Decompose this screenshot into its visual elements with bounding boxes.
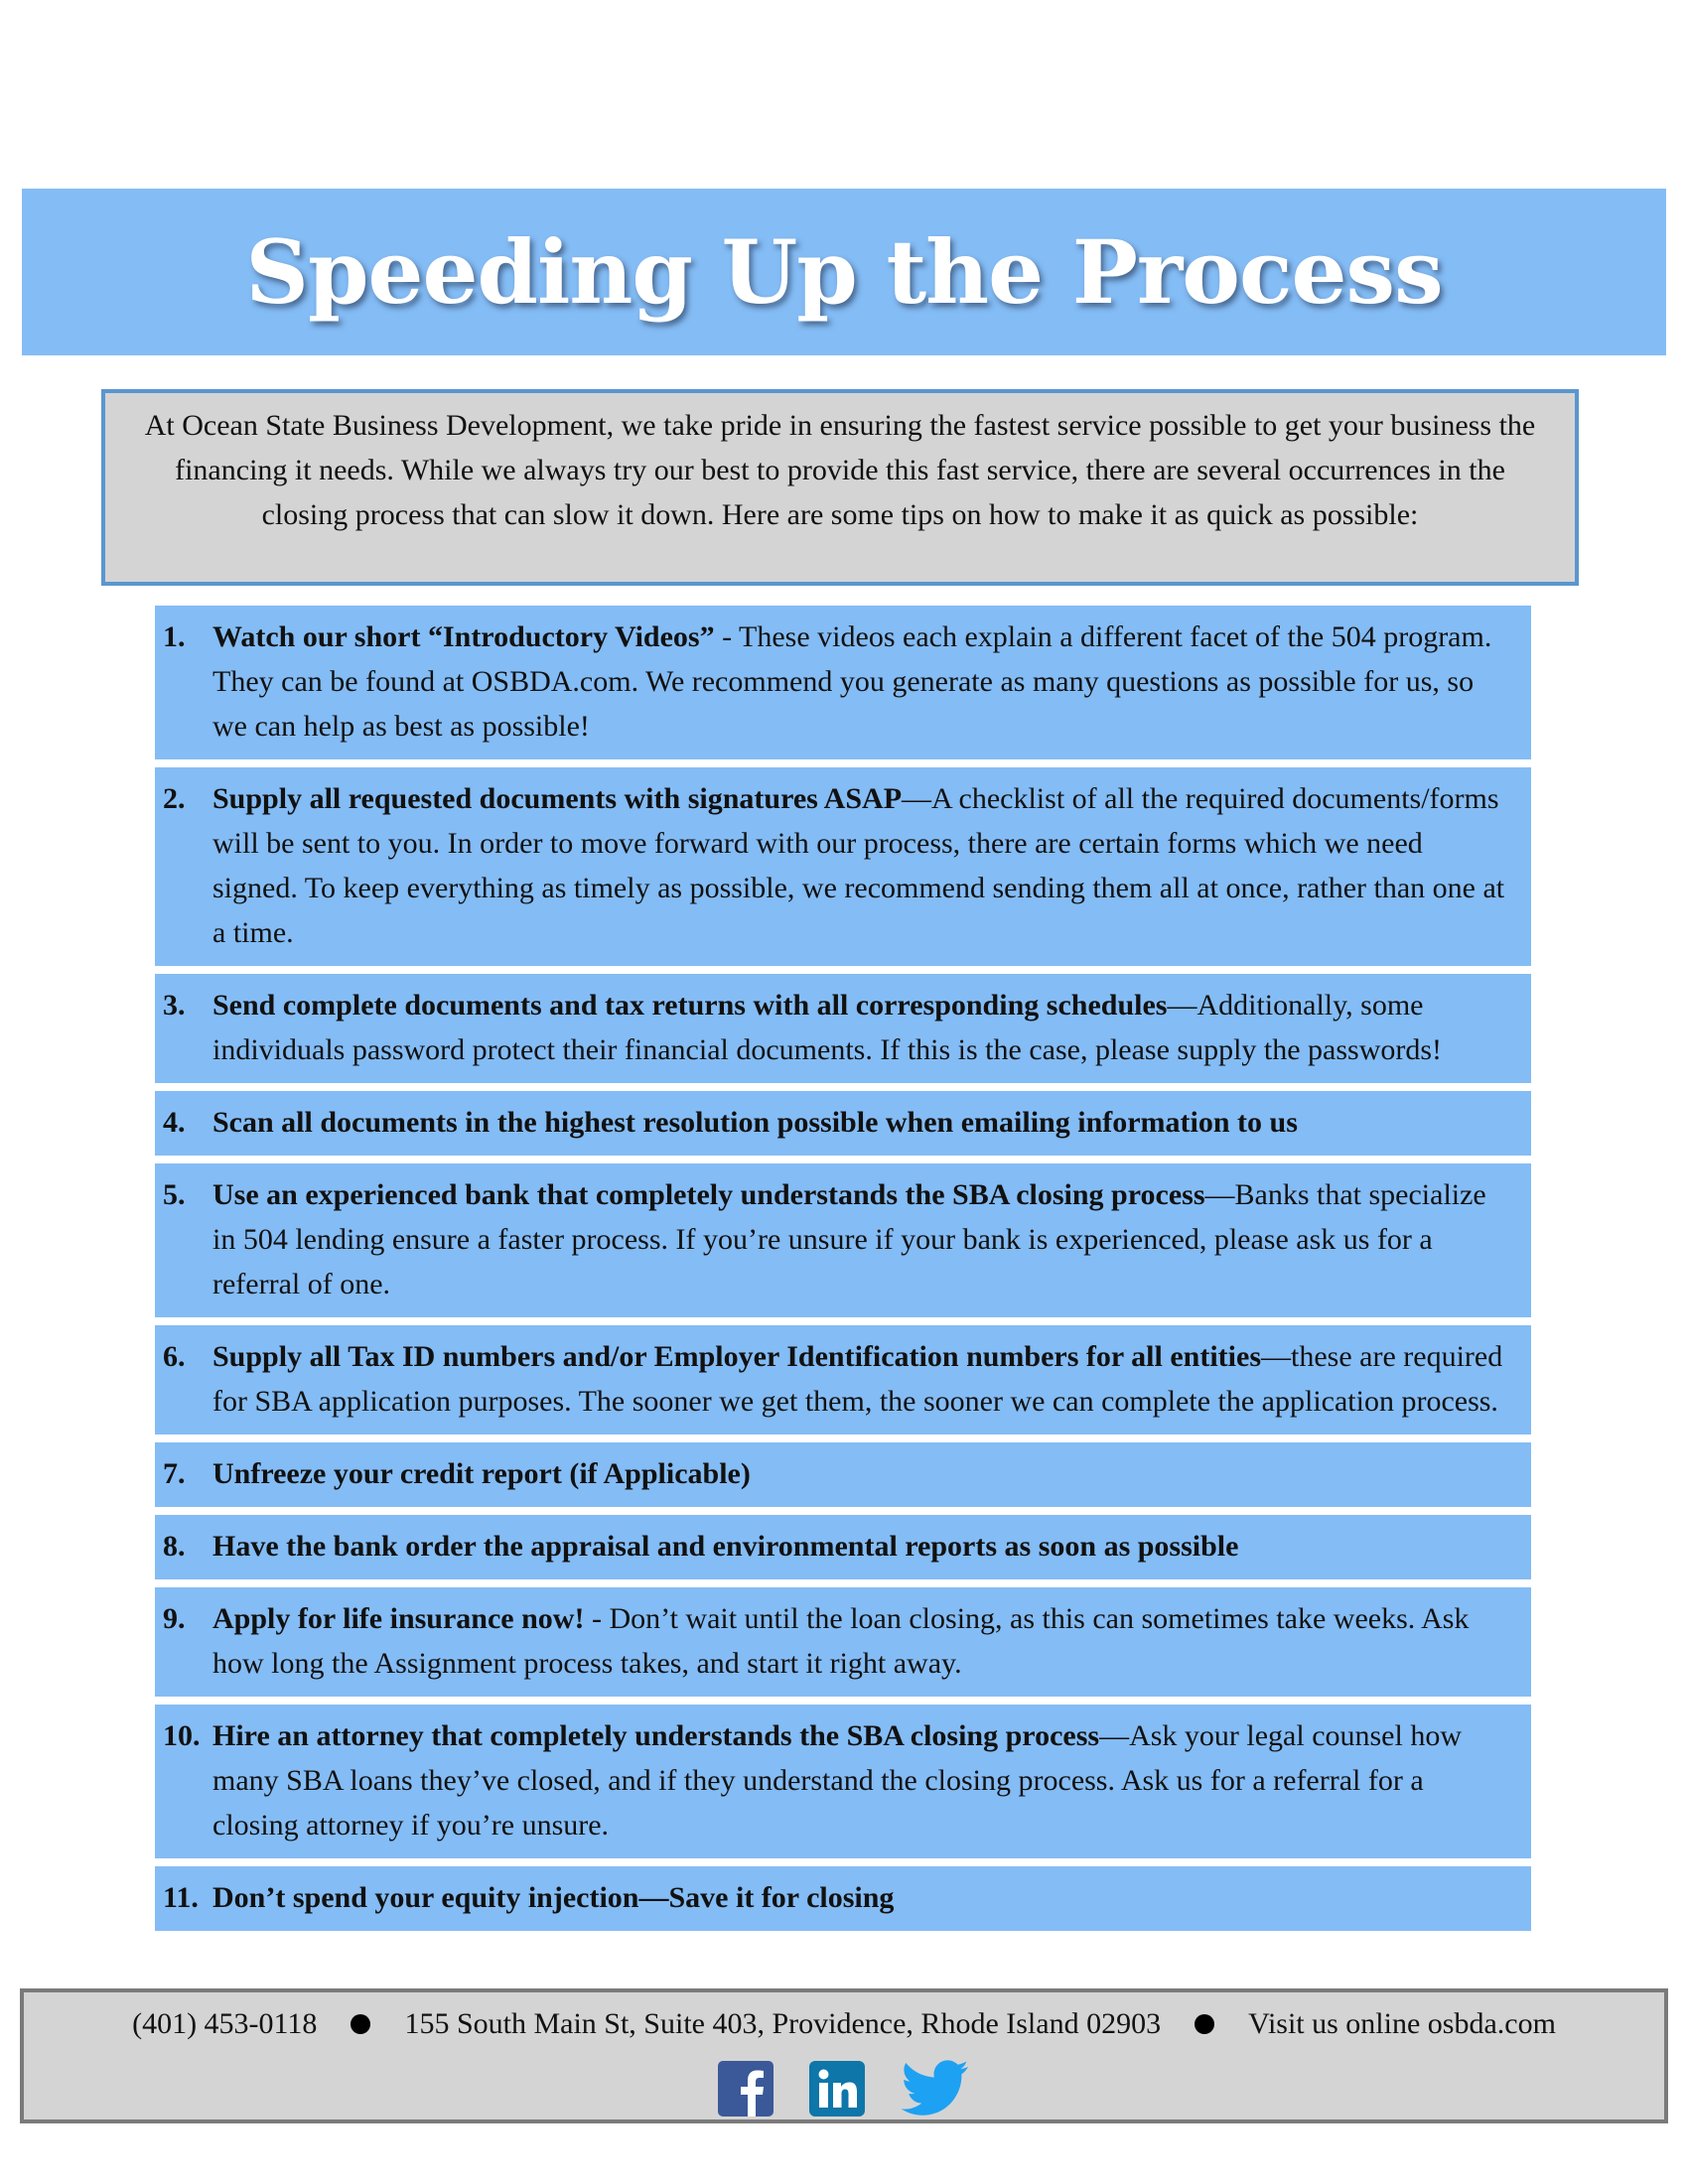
title-banner (22, 189, 1666, 355)
page-title: Speeding Up the Process (245, 220, 1443, 324)
tip-heading: Use an experienced bank that completely understands the SBA closing process (212, 1178, 1205, 1211)
tip-item (155, 606, 1531, 759)
tip-item (155, 1325, 1531, 1434)
tip-item (155, 1705, 1531, 1858)
linkedin-icon[interactable] (809, 2061, 865, 2116)
tip-heading: Watch our short “Introductory Videos” (212, 620, 715, 653)
tip-heading: Don’t spend your equity injection—Save it for closing (212, 1881, 895, 1914)
tip-item (155, 1091, 1531, 1156)
tip-number: 10. (163, 1719, 201, 1752)
tips-list (155, 606, 1531, 1939)
twitter-icon[interactable] (901, 2060, 970, 2117)
tip-item (155, 1515, 1531, 1579)
tip-number: 4. (163, 1106, 186, 1139)
tip-item (155, 1587, 1531, 1697)
tip-body: - These videos each explain a different facet of the 504 program. They can be found at OSBDA.com. We recommend you generate as many questions as possible for us, so we can help as best as possible! (212, 620, 1492, 743)
facebook-icon[interactable] (718, 2061, 774, 2116)
tip-heading: Hire an attorney that completely understands the SBA closing process (212, 1719, 1100, 1752)
tip-item (155, 974, 1531, 1083)
tip-item (155, 1866, 1531, 1931)
tip-number: 9. (163, 1602, 186, 1635)
tip-heading: Scan all documents in the highest resolution possible when emailing information to us (212, 1106, 1298, 1139)
tip-heading: Apply for life insurance now! (212, 1602, 585, 1635)
tip-heading: Supply all requested documents with signatures ASAP (212, 782, 903, 815)
tip-number: 1. (163, 620, 186, 653)
intro-text: At Ocean State Business Development, we take pride in ensuring the fastest service possible to get your business the financing it needs. While we always try our best to provide this fast service, there are several occurrences in the closing process that can slow it down. Here are some tips on how to make it as quick as possible: (144, 409, 1536, 531)
tip-number: 2. (163, 782, 186, 815)
bullet-dot-icon (351, 2014, 370, 2034)
tip-number: 7. (163, 1457, 186, 1490)
tip-item (155, 767, 1531, 966)
tip-body: —Additionally, some individuals password protect their financial documents. If this is the case, please supply the passwords! (212, 989, 1443, 1066)
tip-number: 5. (163, 1178, 186, 1211)
footer-phone: (401) 453-0118 (132, 2007, 318, 2040)
tip-number: 3. (163, 989, 186, 1022)
tip-item (155, 1442, 1531, 1507)
tip-heading: Unfreeze your credit report (if Applicable) (212, 1457, 751, 1490)
intro-box (101, 389, 1579, 586)
tip-number: 6. (163, 1340, 186, 1373)
social-links (24, 2060, 1664, 2117)
tip-body: —these are required for SBA application purposes. The sooner we get them, the sooner we can complete the application process. (212, 1340, 1503, 1418)
footer-website[interactable]: Visit us online osbda.com (1248, 2007, 1556, 2040)
tip-item (155, 1163, 1531, 1317)
tip-number: 11. (163, 1881, 199, 1914)
tip-heading: Send complete documents and tax returns with all corresponding schedules (212, 989, 1168, 1022)
tip-heading: Have the bank order the appraisal and environmental reports as soon as possible (212, 1530, 1239, 1563)
footer-contact-line (24, 2002, 1664, 2046)
footer (20, 1988, 1668, 2123)
tip-number: 8. (163, 1530, 186, 1563)
tip-body: —A checklist of all the required documents/forms will be sent to you. In order to move forward with our process, there are certain forms which we need signed. To keep everything as timely as possible, we recommend sending them all at once, rather than one at a time. (212, 782, 1505, 949)
tip-body: —Banks that specialize in 504 lending ensure a faster process. If you’re unsure if your bank is experienced, please ask us for a referral of one. (212, 1178, 1486, 1300)
tip-body: —Ask your legal counsel how many SBA loans they’ve closed, and if they understand the closing process. Ask us for a referral for a closing attorney if you’re unsure. (212, 1719, 1462, 1842)
bullet-dot-icon (1195, 2014, 1214, 2034)
tip-body: - Don’t wait until the loan closing, as this can sometimes take weeks. Ask how long the Assignment process takes, and start it right away. (212, 1602, 1470, 1680)
footer-address: 155 South Main St, Suite 403, Providence, Rhode Island 02903 (404, 2007, 1162, 2040)
tip-heading: Supply all Tax ID numbers and/or Employer Identification numbers for all entities (212, 1340, 1261, 1373)
